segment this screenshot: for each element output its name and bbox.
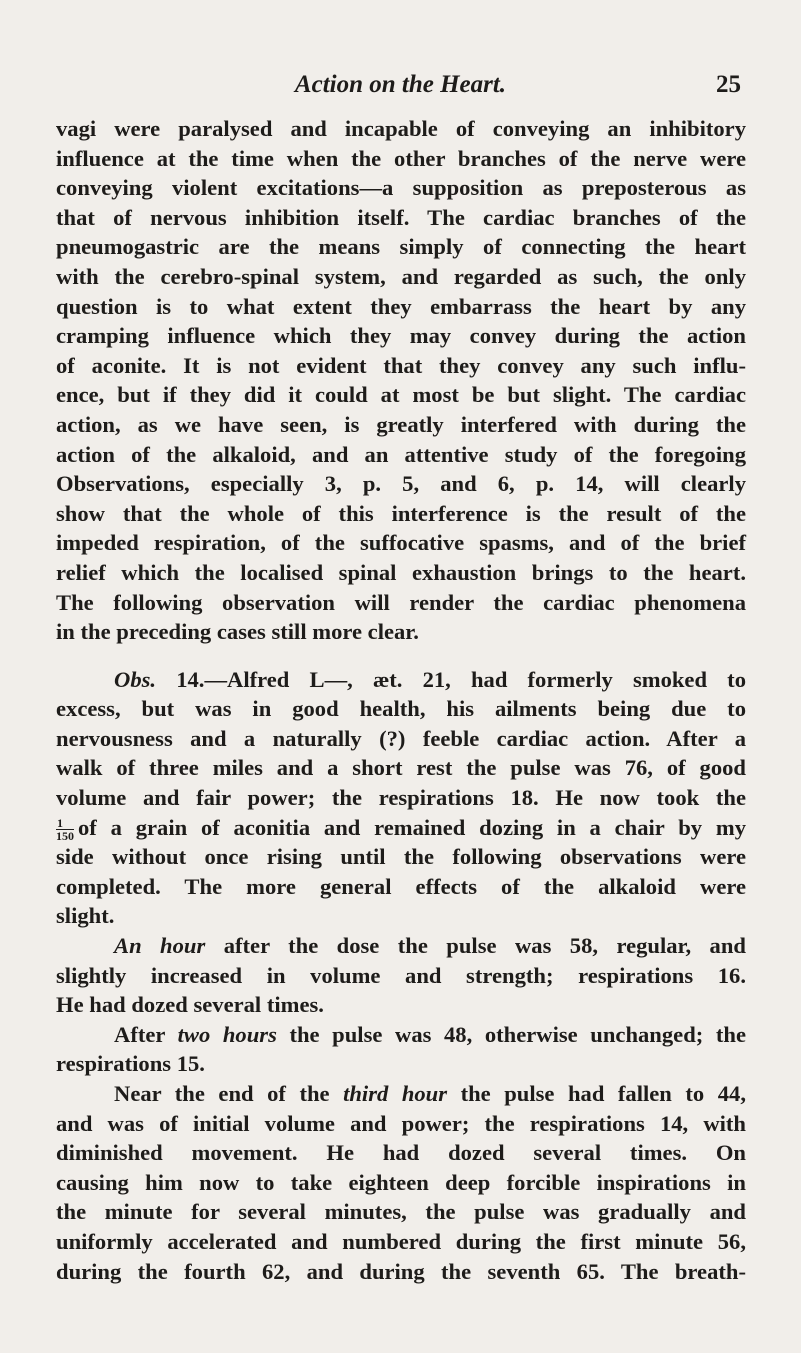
- text-line: action, as we have seen, is greatly interfered with during the: [56, 411, 746, 437]
- running-header: [0, 71, 801, 105]
- dose-fraction: $\frac{1}{150}$: [56, 815, 74, 843]
- hour3-line: the minute for several minutes, the pulse was gradually and: [56, 1199, 746, 1225]
- text-line: vagi were paralysed and incapable of conveying an inhibitory: [56, 116, 746, 141]
- obs-line: completed. The more general effects of the alkaloid were: [56, 873, 746, 899]
- obs-line: side without once rising until the following observations were: [56, 844, 746, 870]
- obs-line: $\frac{1}{150}$ of a grain of aconitia and remained dozing in a chair by my: [56, 814, 746, 843]
- page-number: 25: [716, 71, 741, 98]
- hour3-line: during the fourth 62, and during the seventh 65. The breath-: [56, 1258, 746, 1284]
- running-title: Action on the Heart.: [294, 71, 507, 98]
- text-line: in the preceding cases still more clear.: [56, 619, 419, 645]
- hour3-label: third hour: [343, 1081, 448, 1106]
- text-line: that of nervous inhibition itself. The cardiac branches of the: [56, 204, 746, 230]
- hour1-line: He had dozed several times.: [56, 992, 324, 1018]
- body-text: [56, 114, 746, 1286]
- obs-line: walk of three miles and a short rest the pulse was 76, of good: [56, 755, 746, 781]
- hour3-line: Near the end of the third hour the pulse had fallen to 44,: [114, 1081, 746, 1106]
- hour3-line: causing him now to take eighteen deep forcible inspirations in: [56, 1169, 746, 1195]
- obs-line: volume and fair power; the respirations 18. He now took the: [56, 785, 746, 811]
- text-line: ence, but if they did it could at most be but slight. The cardiac: [56, 382, 746, 408]
- hour2-label: two hours: [177, 1021, 277, 1047]
- obs-line: Obs. 14.—Alfred L—, æt. 21, had formerly smoked to: [114, 666, 746, 692]
- text-line: cramping influence which they may convey during the action: [56, 323, 746, 349]
- obs-label: Obs.: [114, 666, 157, 692]
- hour1-line: slightly increased in volume and strength; respirations 16.: [56, 962, 746, 988]
- hour2-line: respirations 15.: [56, 1051, 205, 1077]
- text-line: question is to what extent they embarrass the heart by any: [56, 293, 746, 319]
- text-line: action of the alkaloid, and an attentive study of the foregoing: [56, 441, 746, 467]
- text-line: of aconite. It is not evident that they convey any such influ-: [56, 352, 746, 378]
- hour1-line: An hour after the dose the pulse was 58, regular, and: [114, 933, 746, 959]
- obs-line: nervousness and a naturally (?) feeble cardiac action. After a: [56, 725, 746, 751]
- obs-line: excess, but was in good health, his ailments being due to: [56, 696, 746, 722]
- hour3-line: uniformly accelerated and numbered during the first minute 56,: [56, 1228, 746, 1254]
- hour2-line: After two hours the pulse was 48, otherwise unchanged; the: [114, 1021, 746, 1047]
- obs-line: slight.: [56, 903, 115, 929]
- hour3-line: and was of initial volume and power; the respirations 14, with: [56, 1110, 746, 1136]
- text-line: conveying violent excitations—a supposition as preposterous as: [56, 175, 746, 201]
- text-line: with the cerebro-spinal system, and regarded as such, the only: [56, 263, 746, 289]
- hour1-label: An hour: [114, 933, 206, 959]
- hour3-line: diminished movement. He had dozed several times. On: [56, 1140, 746, 1166]
- text-line: relief which the localised spinal exhaustion brings to the heart.: [56, 559, 746, 585]
- text-line: pneumogastric are the means simply of connecting the heart: [56, 234, 746, 260]
- text-line: The following observation will render the cardiac phenomena: [56, 589, 746, 615]
- text-line: show that the whole of this interference is the result of the: [56, 500, 746, 526]
- text-line: Observations, especially 3, p. 5, and 6, p. 14, will clearly: [56, 471, 746, 497]
- text-line: influence at the time when the other branches of the nerve were: [56, 145, 746, 171]
- text-line: impeded respiration, of the suffocative spasms, and of the brief: [56, 530, 746, 556]
